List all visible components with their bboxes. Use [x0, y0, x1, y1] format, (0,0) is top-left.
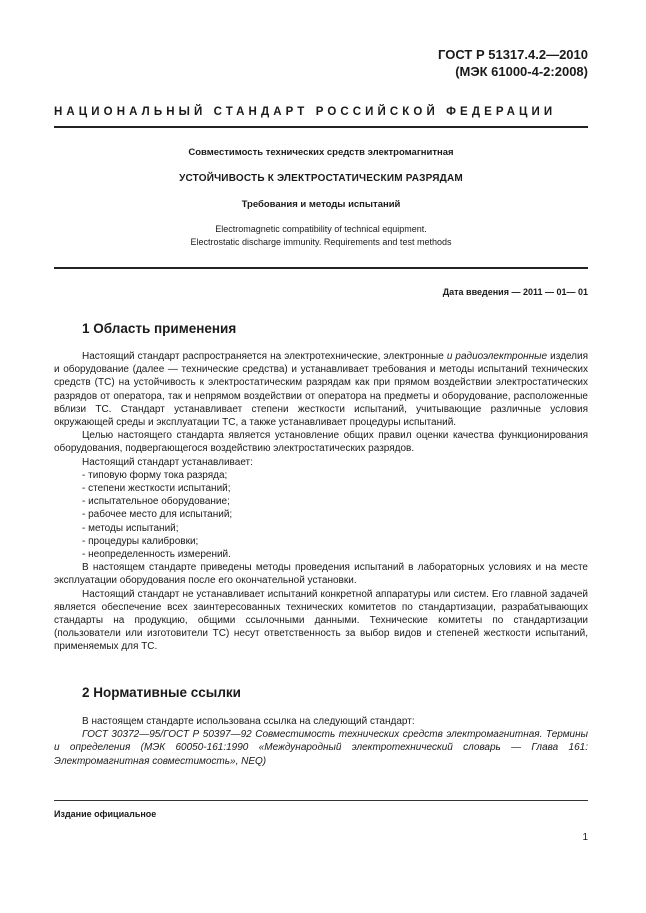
section-1-body — [54, 350, 588, 654]
page-number: 1 — [582, 832, 588, 843]
section-1-paragraph-3: Настоящий стандарт устанавливает: — [82, 456, 253, 468]
english-title-line-1: Electromagnetic compatibility of technical equipment. — [215, 224, 427, 234]
title-line-3: Требования и методы испытаний — [241, 199, 401, 210]
gost-number: ГОСТ Р 51317.4.2—2010 — [438, 47, 588, 62]
english-title — [54, 223, 588, 249]
list-item: - типовую форму тока разряда; — [82, 469, 228, 481]
section-2-heading: 2 Нормативные ссылки — [82, 685, 241, 700]
iec-number: (МЭК 61000-4-2:2008) — [455, 64, 588, 79]
section-2-body — [54, 715, 588, 768]
paragraph-text: Настоящий стандарт распространяется на электротехнические, электронные — [82, 351, 447, 362]
title-line-1: Совместимость технических средств электромагнитная — [188, 147, 454, 158]
section-2-reference — [54, 728, 588, 768]
section-1-paragraph-2: Целью настоящего стандарта является установление общих правил оценки качества функционирования оборудования, подвергающегося воздействию электростатических разрядов. — [54, 430, 588, 455]
section-2-paragraph-1: В настоящем стандарте использована ссылка на следующий стандарт: — [82, 716, 415, 727]
footer-divider — [54, 800, 588, 801]
title-line-2: УСТОЙЧИВОСТЬ К ЭЛЕКТРОСТАТИЧЕСКИМ РАЗРЯДАМ — [179, 173, 463, 184]
document-header — [438, 46, 588, 80]
section-1-heading: 1 Область применения — [82, 321, 237, 336]
section-1-paragraph-1 — [54, 350, 588, 429]
introduction-date: Дата введения — 2011 — 01— 01 — [442, 287, 588, 297]
section-1-paragraph-4: В настоящем стандарте приведены методы проведения испытаний в лабораторных условиях и на месте эксплуатации оборудования после его окончательной установки. — [54, 562, 588, 587]
paragraph-text: изделия и оборудование (далее — технические средства) и устанавливает требования и методы испытаний технических средств (ТС) на устойчивость к электростатическим разрядам как при прямом воздействии электростатических разрядов от оператора, так и непрямом воздействии от оператора на предметы и оборудование, расположенные вблизи ТС. Стандарт устанавливает степени жесткости испытаний, учитывающие различные условия окружающей среды и эксплуатации ТС, а также устанавливает процедуры испытаний. — [54, 351, 588, 429]
reference-standard-number: ГОСТ 30372—95/ГОСТ Р 50397—92 — [82, 729, 256, 741]
list-item: - испытательное оборудование; — [82, 496, 230, 508]
official-edition-label: Издание официальное — [54, 809, 157, 819]
list-item: - неопределенность измерений. — [82, 549, 231, 561]
section-1-paragraph-5: Настоящий стандарт не устанавливает испытаний конкретной аппаратуры или систем. Его главной задачей является обеспечение всех заинтересованных технических комитетов по стандартизации, разрабатывающих стандарты на продукцию, общими ссылочными данными. Технические комитеты по стандартизации (пользователи или изготовители ТС) несут ответственность за выбор видов и степеней жесткости испытаний, применяемых для ТС. — [54, 588, 588, 653]
list-item: - степени жесткости испытаний; — [82, 483, 231, 495]
header-divider — [54, 126, 588, 128]
national-standard-banner: НАЦИОНАЛЬНЫЙ СТАНДАРТ РОССИЙСКОЙ ФЕДЕРАЦИИ — [54, 106, 557, 118]
english-title-line-2: Electrostatic discharge immunity. Requirements and test methods — [190, 237, 452, 247]
reference-title: Совместимость технических средств электромагнитная. Термины и определения (МЭК 60050-161:1990 «Международный электротехнический словарь — Глава 161: Электромагнитная совместимость», NEQ) — [54, 729, 588, 767]
list-item: - рабочее место для испытаний; — [82, 509, 233, 521]
paragraph-italic-text: и радиоэлектронные — [446, 351, 548, 362]
list-item: - методы испытаний; — [82, 522, 179, 534]
title-divider — [54, 267, 588, 269]
list-item: - процедуры калибровки; — [82, 535, 199, 547]
